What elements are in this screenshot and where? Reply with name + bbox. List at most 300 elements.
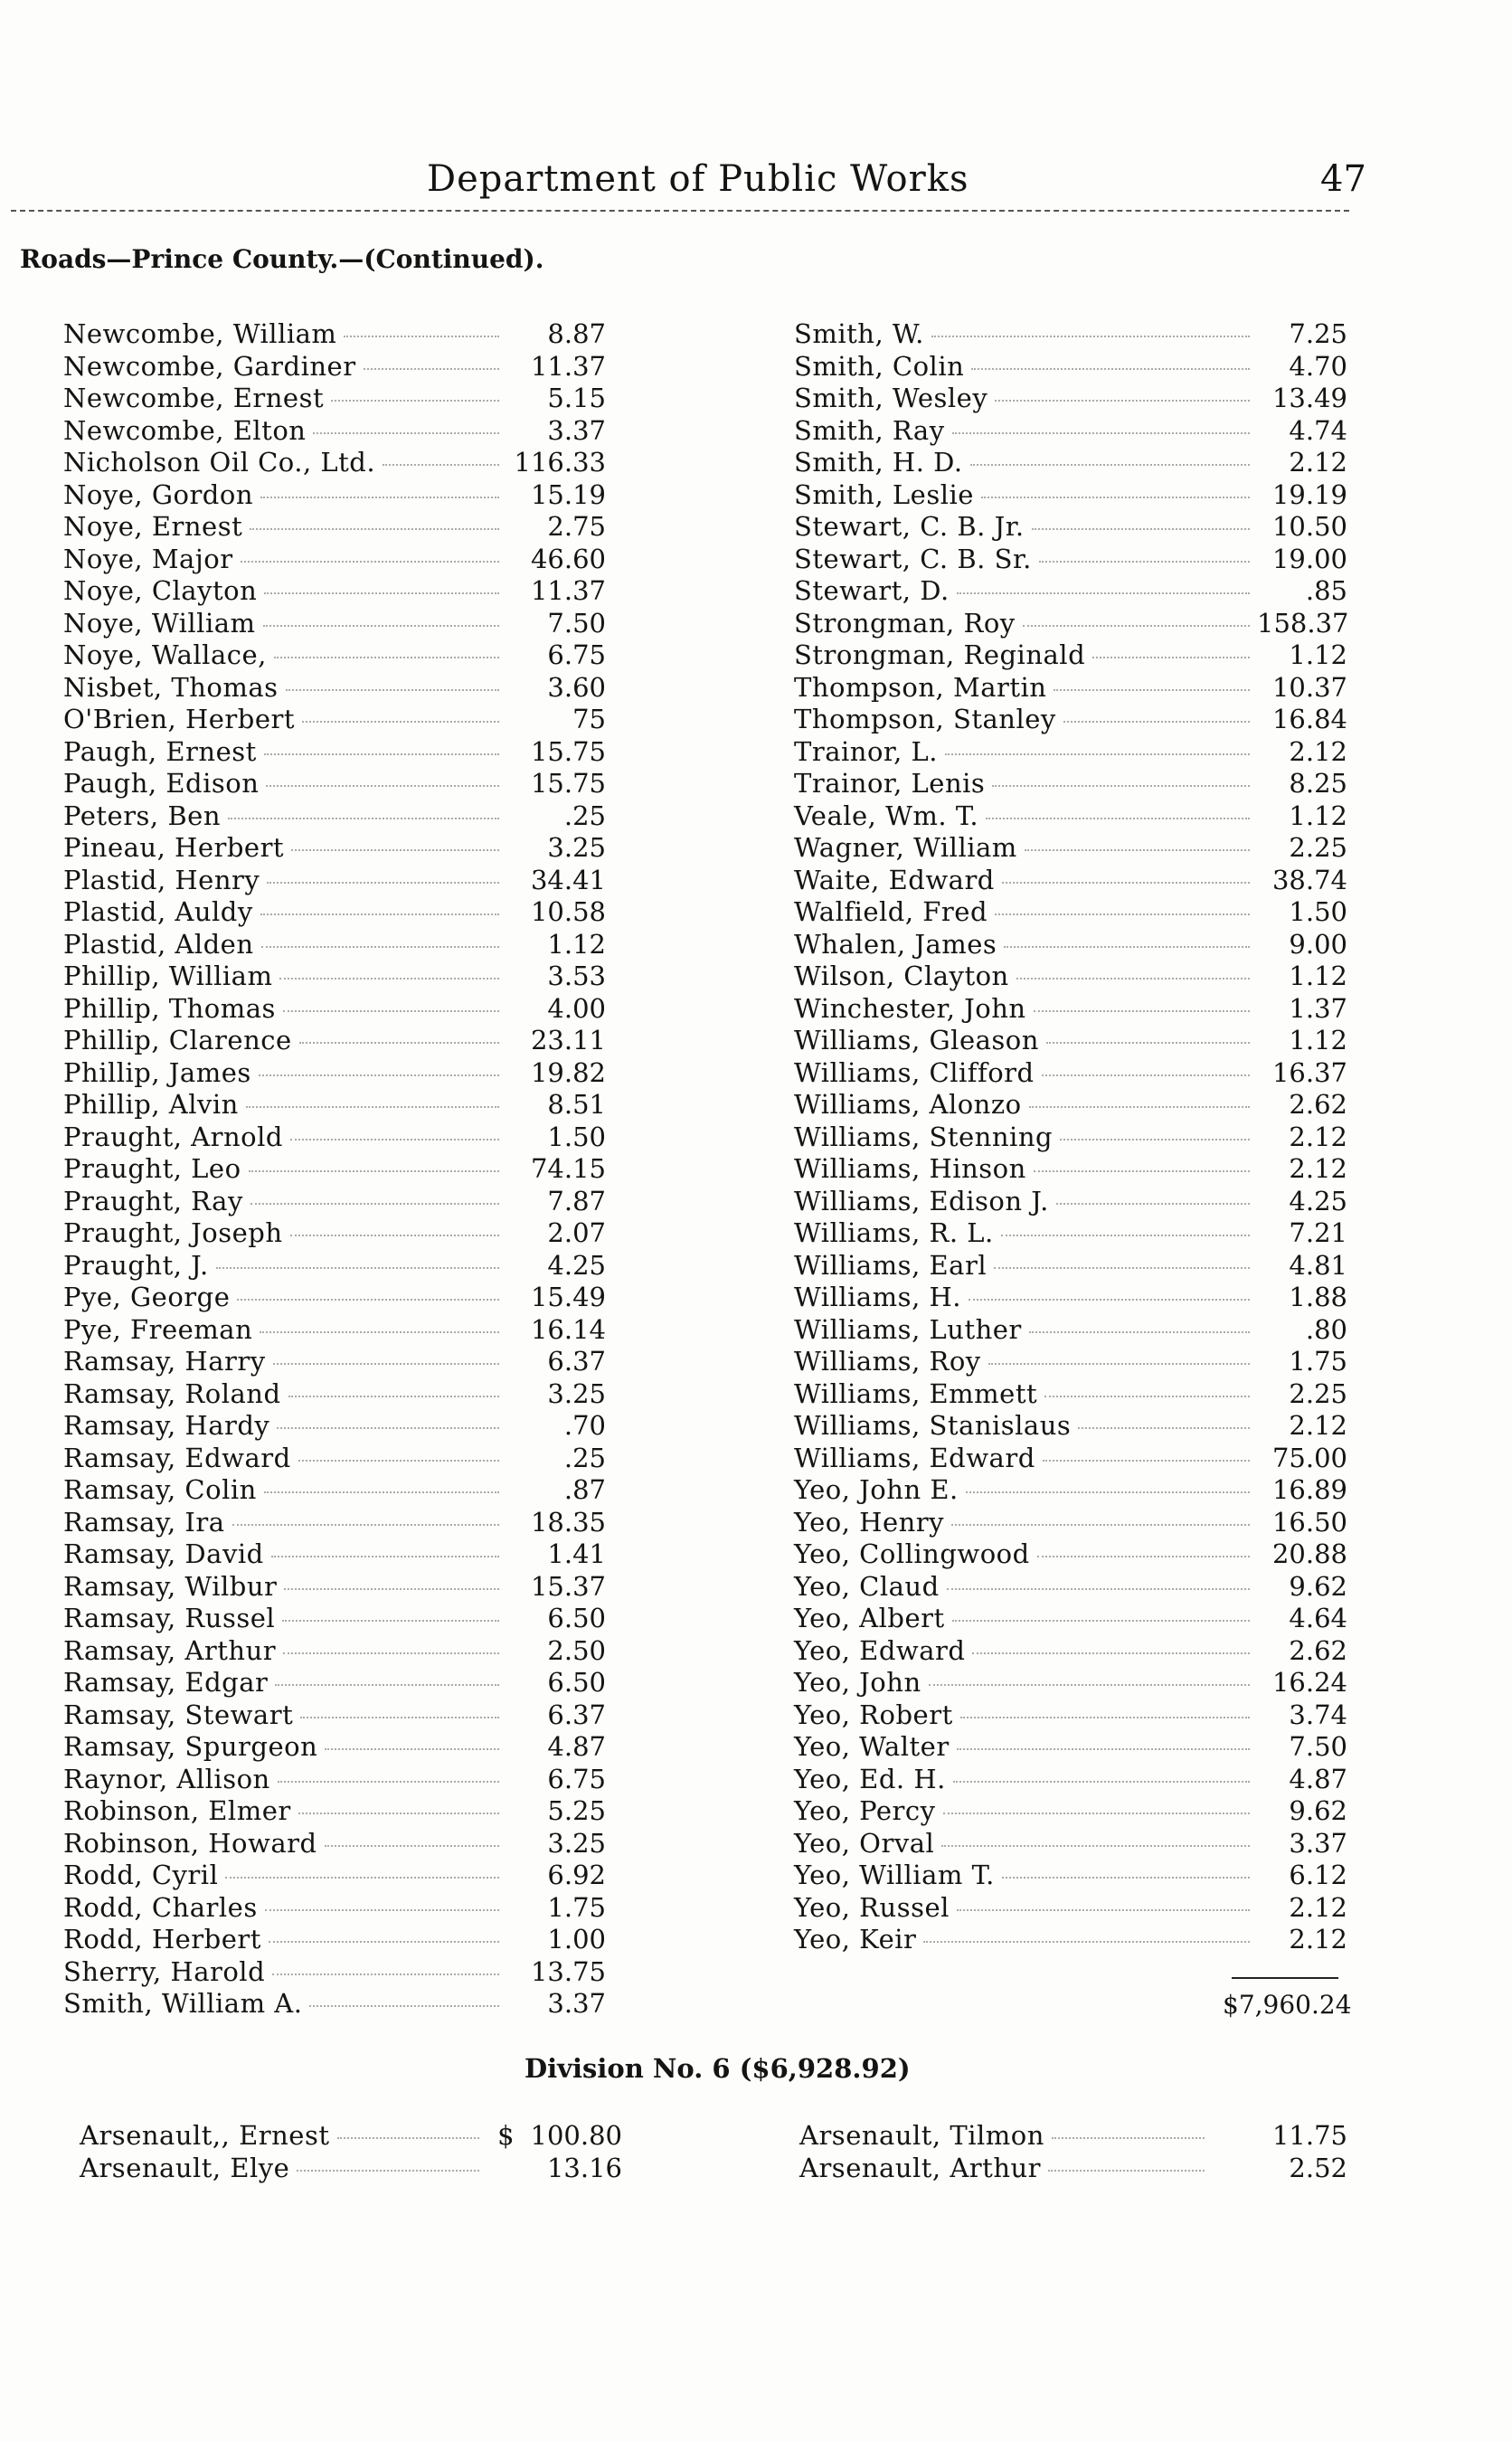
entry-amount: 15.75 (530, 768, 606, 799)
leader-dots (988, 1362, 1250, 1365)
list-item (63, 511, 606, 544)
entry-amount: 4.81 (1289, 1249, 1347, 1281)
entry-amount: 15.49 (530, 1282, 606, 1312)
entry-name: Noye, Clayton (63, 575, 258, 606)
entry-name: Ramsay, Colin (63, 1474, 257, 1505)
entry-name: Plastid, Auldy (63, 896, 253, 927)
entry-name: Stewart, C. B. Sr. (794, 543, 1032, 574)
division-left-column (80, 2120, 622, 2184)
entry-amount: 2.75 (547, 511, 606, 542)
entry-amount: 4.87 (547, 1731, 606, 1762)
entry-amount: 3.25 (547, 1827, 606, 1859)
entry-amount: 3.25 (547, 1377, 606, 1409)
entry-name: Williams, Luther (794, 1313, 1022, 1345)
leader-dots (969, 1298, 1250, 1301)
list-item (794, 1667, 1347, 1699)
list-item (799, 2120, 1347, 2153)
leader-dots (986, 817, 1250, 819)
entry-name: Praught, Ray (63, 1185, 243, 1216)
list-item (63, 1474, 606, 1507)
list-item (63, 1153, 606, 1186)
entry-amount: 3.53 (547, 961, 606, 991)
entry-name: Smith, William A. (63, 1988, 303, 2019)
leader-dots (264, 1491, 499, 1493)
list-item (794, 447, 1347, 479)
entry-amount: 1.75 (1289, 1346, 1347, 1377)
list-item (794, 1153, 1347, 1186)
entry-name: Trainor, Lenis (794, 768, 986, 799)
leader-dots (1001, 1234, 1250, 1236)
entry-name: Smith, H. D. (794, 447, 963, 478)
leader-dots (325, 1844, 499, 1847)
entry-name: Smith, Colin (794, 350, 965, 382)
leader-dots (1046, 1041, 1250, 1044)
leader-dots (1016, 977, 1250, 980)
entry-name: Yeo, Walter (794, 1731, 950, 1762)
entry-name: Williams, Hinson (794, 1153, 1026, 1184)
list-item (794, 896, 1347, 929)
leader-dots (947, 1587, 1250, 1590)
entry-amount: 2.12 (1289, 1924, 1347, 1955)
entry-amount: 2.12 (1289, 447, 1347, 478)
list-item (794, 993, 1347, 1026)
entry-name: Newcombe, Elton (63, 414, 307, 446)
list-item (63, 1956, 606, 1989)
right-column (794, 318, 1347, 1956)
leader-dots (228, 817, 499, 819)
entry-amount: 2.52 (1289, 2152, 1347, 2183)
leader-dots (265, 1908, 499, 1911)
entry-name: Praught, Leo (63, 1153, 241, 1184)
leader-dots (970, 463, 1250, 466)
entry-amount: 1.88 (1289, 1282, 1347, 1312)
entry-name: Yeo, Percy (794, 1795, 936, 1826)
leader-dots (1044, 1395, 1250, 1397)
entry-name: Strongman, Reginald (794, 639, 1086, 670)
entry-name: Arsenault, Tilmon (799, 2120, 1044, 2151)
list-item (63, 929, 606, 961)
leader-dots (325, 1747, 499, 1750)
entry-amount: 5.15 (547, 383, 606, 413)
entry-name: Whalen, James (794, 928, 997, 960)
leader-dots (273, 1362, 499, 1365)
entry-amount: 1.50 (1289, 896, 1347, 927)
entry-amount: 4.87 (1289, 1763, 1347, 1794)
entry-name: Arsenault, Elye (80, 2152, 290, 2183)
entry-name: Arsenault, Arthur (799, 2152, 1042, 2183)
list-item (63, 993, 606, 1026)
leader-dots (1029, 1330, 1250, 1333)
amount-value: 100.80 (530, 2120, 622, 2151)
entry-name: Yeo, Edward (794, 1634, 966, 1666)
leader-dots (271, 1555, 499, 1557)
entry-name: Williams, Gleason (794, 1025, 1039, 1055)
entry-amount: 15.19 (530, 478, 606, 510)
list-item (63, 832, 606, 865)
leader-dots (290, 1138, 499, 1141)
entry-name: Ramsay, Harry (63, 1346, 266, 1377)
entry-amount: 10.37 (1271, 671, 1347, 703)
list-item (794, 1603, 1347, 1635)
leader-dots (291, 848, 499, 851)
entry-amount: 10.58 (530, 896, 606, 927)
entry-name: Waite, Edward (794, 864, 995, 895)
leader-dots (1078, 1426, 1250, 1429)
list-item (794, 318, 1347, 351)
leader-dots (237, 1298, 499, 1301)
entry-name: Williams, Clifford (794, 1056, 1035, 1088)
entry-name: Ramsay, Roland (63, 1377, 281, 1409)
leader-dots (263, 624, 499, 627)
leader-dots (1052, 2136, 1205, 2139)
entry-amount: 5.25 (547, 1795, 606, 1826)
entry-name: Williams, Alonzo (794, 1089, 1022, 1120)
entry-amount: 15.75 (530, 735, 606, 767)
entry-name: Ramsay, Edgar (63, 1667, 269, 1698)
list-item (63, 896, 606, 929)
leader-dots (957, 1747, 1250, 1750)
leader-dots (981, 496, 1250, 498)
entry-amount: 1.50 (547, 1121, 606, 1152)
leader-dots (960, 1716, 1250, 1718)
entry-amount: 13.49 (1271, 383, 1347, 413)
leader-dots (277, 1426, 499, 1429)
entry-name: Smith, Wesley (794, 383, 988, 413)
entry-name: Smith, Ray (794, 414, 945, 446)
leader-dots (1037, 1555, 1250, 1557)
leader-dots (299, 1041, 499, 1044)
list-item (63, 1603, 606, 1635)
list-item (794, 1057, 1347, 1090)
entry-name: Williams, R. L. (794, 1217, 994, 1248)
list-item (794, 1314, 1347, 1347)
entry-name: Noye, Ernest (63, 511, 243, 542)
list-item (63, 1571, 606, 1604)
entry-amount: 23.11 (530, 1025, 606, 1055)
entry-name: Stewart, C. B. Jr. (794, 511, 1025, 542)
list-item (794, 1699, 1347, 1732)
entry-name: Williams, Edison J. (794, 1185, 1049, 1216)
entry-amount: 2.62 (1289, 1089, 1347, 1120)
total-rule (1232, 1977, 1338, 1979)
entry-name: Peters, Ben (63, 800, 222, 831)
list-item (794, 1217, 1347, 1250)
entry-amount: 1.12 (1289, 961, 1347, 991)
leader-dots (972, 1652, 1250, 1654)
leader-dots (923, 1940, 1250, 1943)
entry-amount: 6.75 (547, 639, 606, 670)
entry-name: Yeo, John (794, 1667, 921, 1698)
leader-dots (275, 1683, 499, 1686)
leader-dots (259, 1074, 499, 1076)
leader-dots (279, 977, 499, 980)
entry-amount: 1.00 (547, 1924, 606, 1955)
entry-name: Yeo, Keir (794, 1924, 917, 1955)
entry-amount: .85 (1305, 575, 1347, 606)
entry-name: Pye, George (63, 1282, 231, 1312)
leader-dots (995, 913, 1250, 915)
entry-name: Paugh, Edison (63, 768, 260, 799)
leader-dots (1002, 1876, 1250, 1879)
list-item (799, 2153, 1347, 2185)
leader-dots (269, 1940, 499, 1943)
entry-amount: 7.50 (547, 607, 606, 639)
list-item (63, 1828, 606, 1860)
leader-dots (966, 1491, 1250, 1493)
list-item (63, 447, 606, 479)
leader-dots (953, 1780, 1250, 1783)
list-item (794, 1443, 1347, 1475)
entry-amount: 3.60 (547, 671, 606, 703)
left-column (63, 318, 615, 2021)
leader-dots (286, 688, 500, 691)
list-item (794, 1892, 1347, 1925)
leader-dots (1092, 656, 1250, 658)
list-item (63, 800, 606, 833)
list-item (63, 865, 606, 897)
entry-name: Phillip, Clarence (63, 1025, 292, 1055)
list-item (794, 1474, 1347, 1507)
entry-name: Rodd, Herbert (63, 1924, 261, 1955)
leader-dots (1039, 560, 1250, 563)
currency-sign: $ (497, 2120, 515, 2151)
entry-amount: 9.62 (1289, 1795, 1347, 1826)
entry-amount: 4.74 (1289, 414, 1347, 446)
leader-dots (364, 367, 499, 370)
entry-amount: 19.00 (1271, 543, 1347, 574)
list-item (794, 639, 1347, 672)
leader-dots (1048, 2169, 1205, 2172)
entry-name: Thompson, Martin (794, 671, 1047, 703)
list-item (794, 1828, 1347, 1860)
entry-name: Ramsay, David (63, 1538, 264, 1569)
list-item (80, 2120, 622, 2153)
entry-amount: 7.21 (1289, 1217, 1347, 1248)
entry-amount: 3.25 (547, 832, 606, 863)
list-item (63, 1057, 606, 1090)
entry-amount: 11.37 (530, 575, 606, 606)
list-item (794, 1764, 1347, 1796)
list-item (794, 1731, 1347, 1764)
entry-name: Robinson, Elmer (63, 1795, 291, 1826)
leader-dots (337, 2136, 480, 2139)
entry-name: Rodd, Cyril (63, 1860, 219, 1890)
list-item (794, 1282, 1347, 1314)
leader-dots (267, 881, 499, 884)
entry-amount: 2.25 (1289, 1377, 1347, 1409)
leader-dots (943, 1812, 1250, 1814)
entry-name: Yeo, Robert (794, 1699, 953, 1730)
entry-amount: 9.62 (1289, 1570, 1347, 1602)
entry-amount: 8.25 (1289, 768, 1347, 799)
entry-name: Ramsay, Russel (63, 1603, 276, 1633)
leader-dots (1002, 881, 1250, 884)
list-item (794, 1025, 1347, 1057)
leader-dots (1004, 945, 1250, 948)
leader-dots (260, 1330, 499, 1333)
entry-name: Smith, Leslie (794, 478, 974, 510)
entry-name: Praught, J. (63, 1249, 209, 1281)
entry-name: Noye, William (63, 607, 256, 639)
entry-amount: .25 (563, 1442, 606, 1473)
list-item (794, 383, 1347, 415)
list-item (794, 832, 1347, 865)
entry-amount: 6.12 (1289, 1860, 1347, 1890)
leader-dots (957, 1908, 1250, 1911)
list-item (63, 1924, 606, 1956)
entry-amount: .70 (563, 1410, 606, 1441)
entry-name: Ramsay, Wilbur (63, 1570, 278, 1602)
list-item (63, 1892, 606, 1925)
entry-amount: 16.14 (530, 1313, 606, 1345)
list-item (63, 383, 606, 415)
entry-amount: 75 (572, 704, 606, 734)
entry-amount: 2.07 (547, 1217, 606, 1248)
list-item (794, 929, 1347, 961)
leader-dots (284, 1587, 499, 1590)
section-heading: Roads—Prince County.—(Continued). (20, 244, 544, 274)
list-item (63, 1635, 606, 1668)
list-item (63, 1378, 606, 1411)
entry-name: Nisbet, Thomas (63, 671, 279, 703)
leader-dots (1043, 1459, 1250, 1462)
list-item (794, 575, 1347, 608)
list-item (794, 736, 1347, 769)
leader-dots (992, 784, 1250, 787)
leader-dots (266, 784, 499, 787)
entry-name: Noye, Gordon (63, 478, 254, 510)
list-item (63, 415, 606, 448)
entry-name: Nicholson Oil Co., Ltd. (63, 447, 376, 478)
leader-dots (1025, 848, 1250, 851)
list-item (794, 1860, 1347, 1892)
leader-dots (297, 2169, 479, 2172)
list-item (794, 479, 1347, 512)
entry-amount: 1.12 (1289, 800, 1347, 831)
leader-dots (952, 1619, 1250, 1622)
list-item (63, 736, 606, 769)
entry-name: Yeo, Collingwood (794, 1538, 1030, 1569)
entry-amount: 2.12 (1289, 1153, 1347, 1184)
entry-amount: 2.50 (547, 1634, 606, 1666)
list-item (794, 1089, 1347, 1122)
entry-amount: 2.12 (1289, 1121, 1347, 1152)
entry-name: Newcombe, Ernest (63, 383, 325, 413)
list-item (63, 639, 606, 672)
entry-name: Ramsay, Spurgeon (63, 1731, 318, 1762)
entry-amount: 4.25 (1289, 1185, 1347, 1216)
entry-name: Robinson, Howard (63, 1827, 317, 1859)
entry-name: Sherry, Harold (63, 1955, 266, 1987)
entry-amount: 16.50 (1271, 1506, 1347, 1538)
entry-name: Trainor, L. (794, 735, 938, 767)
entry-amount: 15.37 (530, 1570, 606, 1602)
leader-dots (283, 1652, 499, 1654)
entry-name: Phillip, Thomas (63, 992, 276, 1024)
entry-amount (487, 2153, 622, 2185)
list-item (63, 1667, 606, 1699)
leader-dots (264, 592, 499, 594)
leader-dots (941, 1844, 1250, 1847)
entry-name: Wilson, Clayton (794, 961, 1009, 991)
leader-dots (957, 592, 1250, 594)
entry-name: Smith, W. (794, 318, 924, 349)
list-item (63, 1025, 606, 1057)
list-item (63, 672, 606, 705)
leader-dots (282, 1619, 499, 1622)
entry-amount: 6.75 (547, 1763, 606, 1794)
list-item (63, 961, 606, 993)
entry-amount: 3.37 (1289, 1827, 1347, 1859)
entry-name: Pineau, Herbert (63, 832, 285, 863)
entry-amount: 75.00 (1271, 1442, 1347, 1473)
list-item (63, 1282, 606, 1314)
entry-amount: 3.74 (1289, 1699, 1347, 1730)
list-item (80, 2153, 622, 2185)
list-item (63, 1795, 606, 1828)
list-item (794, 1346, 1347, 1378)
list-item (63, 1217, 606, 1250)
leader-dots (1034, 1169, 1250, 1172)
list-item (63, 1250, 606, 1283)
entry-amount: .25 (563, 800, 606, 831)
entry-name: Noye, Wallace, (63, 639, 267, 670)
list-item (794, 1571, 1347, 1604)
list-item (794, 1250, 1347, 1283)
entry-name: Yeo, Henry (794, 1506, 945, 1538)
entry-name: Ramsay, Ira (63, 1506, 225, 1538)
leader-dots (246, 1105, 499, 1108)
list-item (794, 511, 1347, 544)
entry-name: Ramsay, Stewart (63, 1699, 294, 1730)
entry-name: Thompson, Stanley (794, 704, 1056, 734)
entry-amount: 2.62 (1289, 1634, 1347, 1666)
list-item (794, 1507, 1347, 1539)
list-item (794, 672, 1347, 705)
entry-amount: 2.12 (1289, 1410, 1347, 1441)
entry-name: Yeo, John E. (794, 1474, 959, 1505)
entry-name: Phillip, William (63, 961, 273, 991)
entry-name: Yeo, Albert (794, 1603, 945, 1633)
entry-name: Williams, Roy (794, 1346, 981, 1377)
list-item (794, 1795, 1347, 1828)
entry-amount: 19.19 (1271, 478, 1347, 510)
leader-dots (278, 1780, 499, 1783)
entry-name: Phillip, James (63, 1056, 251, 1088)
entry-name: Ramsay, Edward (63, 1442, 291, 1473)
leader-dots (1056, 1202, 1250, 1205)
entry-amount: 6.37 (547, 1346, 606, 1377)
entry-amount: 16.24 (1271, 1667, 1347, 1698)
leader-dots (1034, 1009, 1250, 1012)
entry-name: Williams, Stanislaus (794, 1410, 1072, 1441)
entry-amount: 16.37 (1271, 1056, 1347, 1088)
entry-name: Raynor, Allison (63, 1763, 270, 1794)
entry-amount: 13.75 (530, 1955, 606, 1987)
entry-amount: 7.25 (1289, 318, 1347, 349)
list-item (63, 351, 606, 383)
entry-amount (487, 2120, 622, 2153)
leader-dots (260, 913, 499, 915)
leader-dots (1023, 624, 1250, 627)
leader-dots (300, 1716, 499, 1718)
page-number: 47 (1320, 158, 1366, 200)
list-item (63, 1122, 606, 1154)
leader-dots (1060, 1138, 1250, 1141)
list-item (794, 865, 1347, 897)
entry-amount: 10.50 (1271, 511, 1347, 542)
list-item (63, 1089, 606, 1122)
